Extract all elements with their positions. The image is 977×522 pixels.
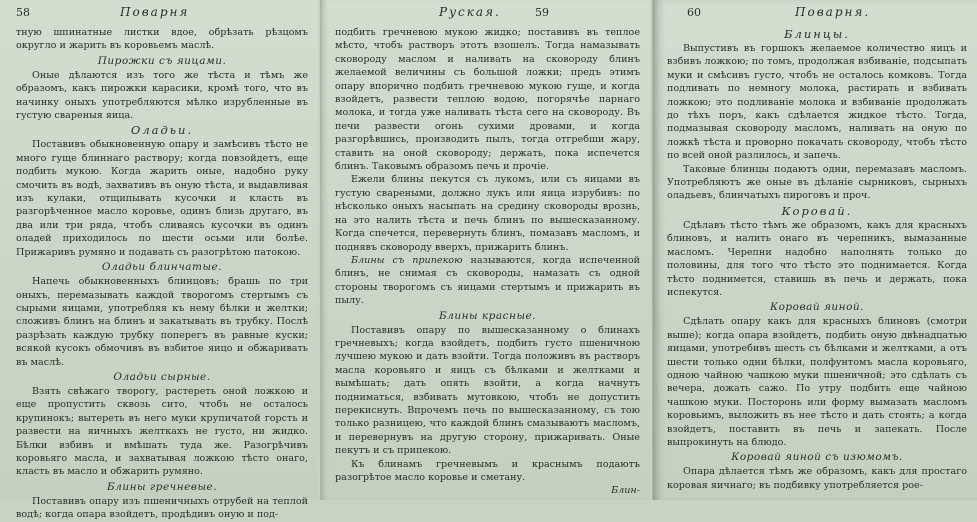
paragraph-serving: Къ блинамъ гречневымъ и краснымъ подаютъ разогрѣтое масло коровье и сметану. <box>335 458 640 483</box>
paragraph-continued-middle: подбить гречневою мукою жидко; поставивъ въ теплое мѣсто, чтобъ растворъ этотъ взошелъ. Тогда намазывать сковороду маслом и наливать на сковороду блинъ желаемой величины съ большой ложки; предъ этимъ опару впорично подбить гречневою мукою гуще, и когда взойдетъ, развести теплою водою, погорячѣе парнаго молока, и тогда уже наливать тѣста сего на сковороду. Въ печи развести огонь сухими дровами, и когда разгорѣвшись, производить пылъ, тогда отгребши жару, ставить на оной сковороду; держать, пока испечется блинъ. Таковымъ образомъ печь и прочіе. <box>335 27 640 173</box>
paragraph-blintsy-serving: Таковые блинцы подаютъ одни, перемазавъ масломъ. Употребляютъ же оные въ дѣланіе сырниковъ, сырныхъ оладьевъ, блинчатыхъ пироговъ и проч. <box>667 163 967 202</box>
paragraph-bliny-grechnevye: Поставивъ опару изъ пшеничныхъ отрубей на теплой водѣ; когда опара взойдетъ, продѣдивъ оную и под- <box>16 495 308 521</box>
heading-korovai-yaichnyi: Коровай яиной. <box>769 301 864 314</box>
heading-bliny-krasnye: Блины красные. <box>438 309 537 322</box>
paragraph-korovai-yaichnyi: Сдѣлать опару какъ для красныхъ блиновъ (смотри выше); когда опара взойдетъ, подбить оную двѣнадцатью яицами, употребивъ шесть съ бѣлками и желтками, а отъ шести только одни бѣлки, полфунтомъ масла коровьяго, одною чайною чашкою муки пшеничной; это сдѣлать съ вечера, дожать сажо. По утру подбить еще чайною чашкою муки. Посторонь или форму вымазать масломъ коровьимъ, выложить въ нее тѣсто и дать стоять; а когда взойдетъ, поставить въ печь и запекать. После выпрокинуть на блюдо. <box>667 316 967 448</box>
paragraph-korovai: Сдѣлавъ тѣсто тѣмъ же образомъ, какъ для красныхъ блиновъ, и налить онаго въ черепникъ, вымазанные масломъ. Черепни надобно наполнять только до половины, для того что тѣсто это поднимается. Когда тѣсто поднимется, ставишь въ печь и держать, пока испекутся. <box>667 219 967 298</box>
middle-page-header <box>335 4 640 26</box>
left-page <box>0 0 318 521</box>
heading-blintsy: Блинцы. <box>784 27 850 41</box>
left-page-header <box>16 4 308 26</box>
right-page-header <box>667 4 967 26</box>
page-number-60: 60 <box>687 6 701 19</box>
heading-oladi-syrnye: Оладьи сырные. <box>113 370 211 383</box>
running-title-left: Поварня <box>120 5 190 19</box>
middle-page <box>320 0 650 500</box>
heading-korovai-izyum: Коровай яиной съ изюмомъ. <box>731 451 903 464</box>
running-title-right: Поварня. <box>795 5 871 19</box>
pripek-text: называются, когда испеченной блинъ, не снимая съ сковороды, намазать съ одной стороны творогомъ съ яицами стертымъ и прижарить въ пылу. <box>335 254 640 307</box>
heading-korovai: Коровай. <box>781 203 853 218</box>
heading-oladi-blinchatye: Оладьи блинчатые. <box>101 261 223 274</box>
right-page <box>652 0 977 500</box>
page-number-58: 58 <box>16 6 30 19</box>
page-number-59: 59 <box>535 6 549 19</box>
paragraph-continued: тную шпинатные листки вдое, обрѣзать рѣзцомъ округло и жарить въ коровьемъ маслѣ. <box>16 27 308 52</box>
running-title-middle: Руская. <box>439 5 501 19</box>
heading-bliny-grechnevye: Блины гречневые. <box>106 480 218 493</box>
pripek-title: Блины съ припекою <box>351 254 463 266</box>
paragraph-korovai-izyum: Опара дѣлается тѣмъ же образомъ, какъ для простаго коровая яичнаго; въ подбивку употребляется рое- <box>667 466 967 491</box>
heading-pirozhki: Пирожки съ яицами. <box>97 54 227 67</box>
paragraph-eggs: Ежели блины пекутся съ лукомъ, или съ яицами въ густую свареными, должно лукъ или яица изрубивъ: по нѣсколько оныхъ насыпать на средину сковороды врознь, на это налить тѣста и печь блинъ по вышесказанному. Когда спечется, перевернуть блинъ, помазавъ масломъ, и поднявъ сковороду вверхъ, прижарить блинъ. <box>335 174 640 253</box>
heading-oladi: Оладьи. <box>130 123 194 138</box>
paragraph-oladi-syrnye: Взять свѣжаго творогу, растереть оной ложкою и еще пропустить сквозь сито, чтобъ не осталось крупинокъ; вытереть въ него муки крупичатой горсть и развести на яичныхъ желткахъ не густо, ни жидко. Бѣлки взбивъ и вмѣшать туда же. Разогрѣчивъ коровьяго масла, и захватывая ложкою тѣсто онаго, класть въ масло и обжарить румяно. <box>16 385 308 478</box>
paragraph-blintsy: Выпустивъ въ горшокъ желаемое количество яицъ и взбивъ ложкою; по томъ, продолжая взбиваніе, подсыпать муки и смѣсивъ густо, чтобъ не осталось комковъ. Тогда подливать по немногу молока, растирать и взбивать ложкою; это подливаніе молока и взбиваніе продолжать до тѣхъ поръ, какъ сдѣлается жидкое тѣсто. Тогда, подмазывая сковороду масломъ, наливать на оную по ложкѣ тѣста и проворно покачать сковороду, чтобъ тѣсто по всей оной разлилось, и запечь. <box>667 43 967 162</box>
paragraph-oladi-blinchatye: Напечь обыкновенныхъ блинцовъ; брашь по три оныхъ, перемазывать каждой творогомъ стертымъ съ сырыми яицами, употребляя къ нему бѣлки и желтки; сложивъ блинъ на блинъ и закатывать въ трубку. Послѣ разрѣзать каждую трубку поперегъ въ равные куски; всякой кусокъ обмочивъ въ взбитое яицо и обжаривать въ маслѣ. <box>16 276 308 368</box>
paragraph-pripek <box>335 254 640 308</box>
paragraph-pirozhki: Оные дѣлаются изъ того же тѣста и тѣмъ же образомъ, какъ пирожки карасики, кромѣ того, что въ начинку оныхъ употребляются мѣлко изрубленные въ густую свареныя яица. <box>16 69 308 122</box>
paragraph-bliny-krasnye: Поставивъ опару по вышесказанному о блинахъ гречневыхъ; когда взойдетъ, подбить густо пшеничною лучшею мукою и дать взойти. Тогда положивъ въ растворъ масла коровьяго и яицъ съ бѣлками и желтками и вымѣшать; дать опять взойти, а когда начнутъ подниматься, взбивать мутовкою, чтобъ не допустить перекиснуть. Впрочемъ печь по вышесказанному, съ тою только разницею, что каждой блинъ смазываютъ масломъ, и перевернувъ на другую сторону, прижаривать. Оные пекутъ и съ припекою. <box>335 324 640 457</box>
paragraph-oladi: Поставивъ обыкновенную опару и замѣсивъ тѣсто не много гуще блиннаго раствору; когда повзойдетъ, еще подбить мукою. Когда жарить оные, надобно руку смочить въ водѣ, захвативъ въ оную тѣста, и выдавливая изъ кулаки, отщипывать кусочки и класть въ разгорѣченное масло коровье, одинъ близь другаго, въ два или три ряда, чтобъ сливаясь кусочки въ одинъ оладей приходилось по шести осьми или болѣе. Прижаривъ румяно и подавать съ разогрѣтою патокою. <box>16 139 308 258</box>
catchword: Блин- <box>611 485 640 497</box>
